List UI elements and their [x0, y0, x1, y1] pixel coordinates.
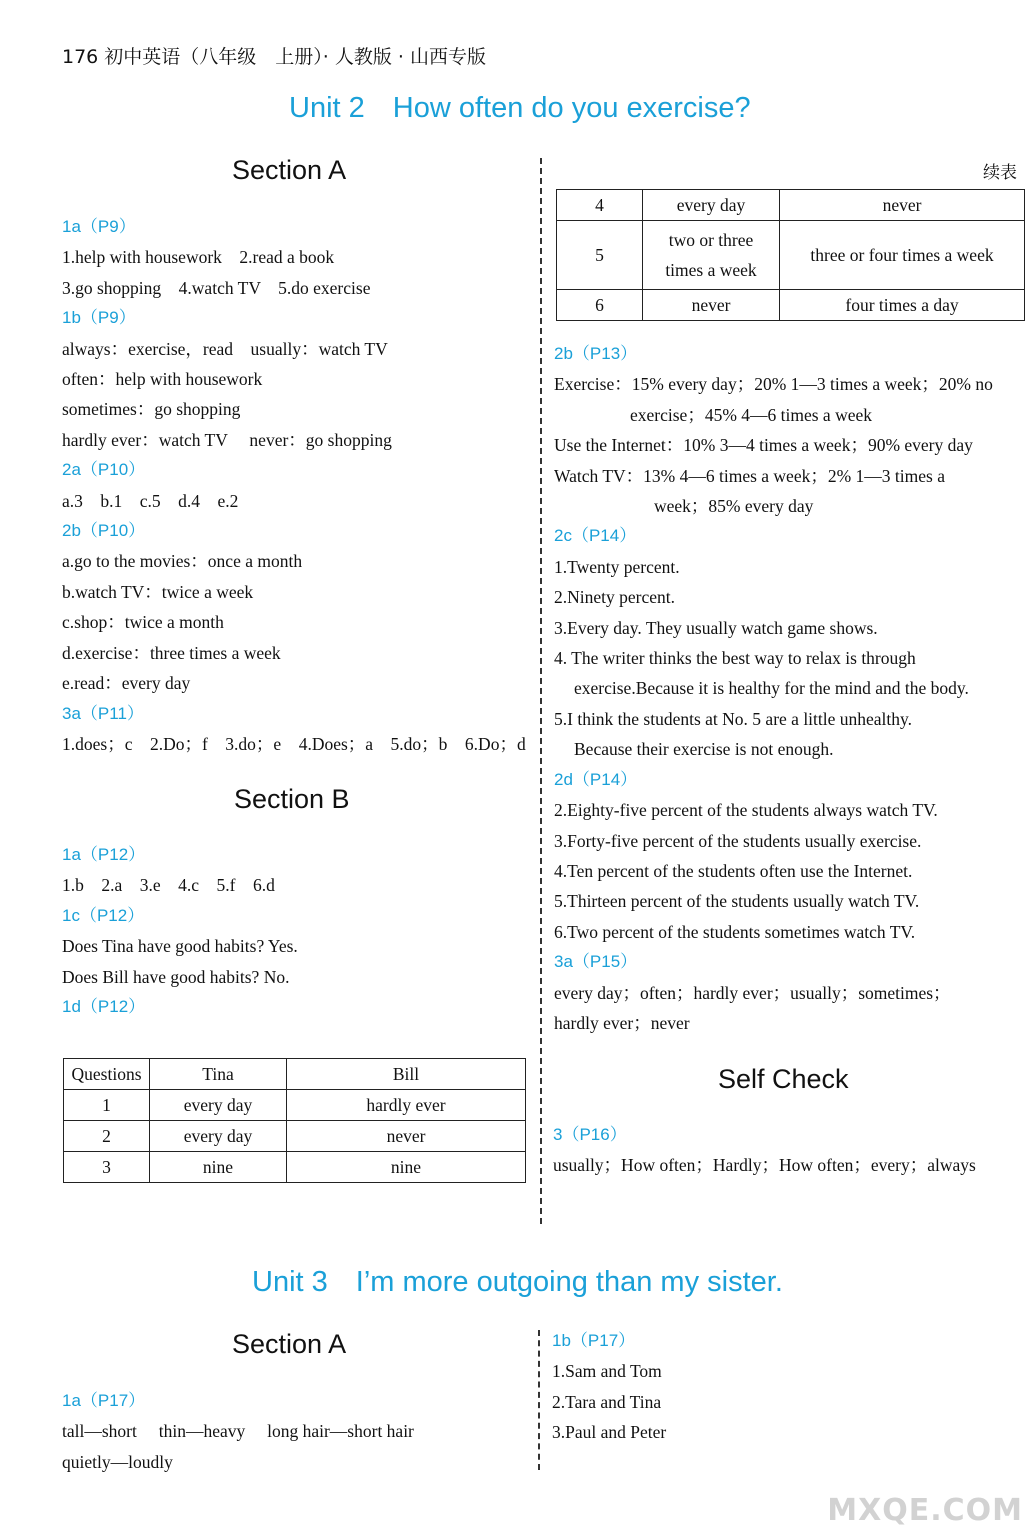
unit3-right-list: [552, 1326, 666, 1448]
answer-line: 3.Every day. They usually watch game shows.: [554, 617, 878, 638]
answer-line: hardly ever：watch TV never：go shopping: [62, 429, 392, 450]
unit2-title-text: How often do you exercise?: [392, 92, 751, 124]
exercise-label: 1b（P9）: [62, 308, 136, 328]
table-row: [64, 1090, 526, 1121]
answer-line: a.3 b.1 c.5 d.4 e.2: [62, 490, 239, 511]
unit2-number: Unit 2: [289, 92, 365, 124]
unit2-section-a-title: Section A: [232, 155, 347, 185]
answer-line: 1.does；c 2.Do；f 3.do；e 4.Does；a 5.do；b 6.Do；d: [62, 733, 526, 754]
table-cell: 1: [64, 1090, 150, 1121]
unit3-left-list: [62, 1386, 414, 1477]
unit3-title-text: I’m more outgoing than my sister.: [355, 1266, 783, 1298]
table-cell: 4: [557, 190, 643, 221]
answer-line: c.shop：twice a month: [62, 612, 224, 633]
answer-line: Use the Internet：10% 3—4 times a week；90% every day: [554, 435, 973, 456]
unit3-section-a-title: Section A: [232, 1329, 347, 1359]
unit2-right-list: [554, 339, 993, 1038]
answer-line: 4. The writer thinks the best way to relax is through: [554, 648, 916, 669]
answer-line: 5.Thirteen percent of the students usually watch TV.: [554, 891, 920, 912]
table-cell: 5: [557, 221, 643, 290]
table-row: [64, 1152, 526, 1183]
column-divider-unit3: [538, 1330, 540, 1470]
answer-line: Does Bill have good habits? No.: [62, 966, 290, 987]
answer-line: Watch TV：13% 4—6 times a week；2% 1—3 times a: [554, 465, 945, 486]
table-cell: every day: [643, 190, 780, 221]
answer-line: usually；How often；Hardly；How often；every；always: [553, 1155, 976, 1176]
answer-line: 2.Eighty-five percent of the students always watch TV.: [554, 800, 938, 821]
exercise-label: 2b（P10）: [62, 521, 146, 541]
exercise-label: 1b（P17）: [552, 1331, 636, 1350]
watermark: MXQE.COM: [827, 1493, 1023, 1528]
exercise-label: 1a（P17）: [62, 1391, 146, 1410]
answer-line: d.exercise：three times a week: [62, 642, 281, 663]
table-cell: two or three times a week: [643, 221, 780, 290]
table-cell: four times a day: [780, 290, 1025, 321]
page-header: 176 初中英语（八年级 上册）· 人教版 · 山西专版: [62, 46, 487, 68]
answer-line: exercise.Because it is healthy for the mind and the body.: [574, 678, 969, 699]
table-cell: every day: [150, 1090, 287, 1121]
answer-line: 2.Ninety percent.: [554, 587, 675, 608]
exercise-label: 1d（P12）: [62, 997, 146, 1017]
table-cell: 6: [557, 290, 643, 321]
table-cell: never: [643, 290, 780, 321]
answer-line: 2.Tara and Tina: [552, 1391, 662, 1412]
unit2-section-b-title: Section B: [234, 784, 350, 814]
answer-line: sometimes：go shopping: [62, 399, 241, 420]
table-cell: hardly ever: [287, 1090, 526, 1121]
table-cell: Tina: [150, 1059, 287, 1090]
answer-line: 4.Ten percent of the students often use the Internet.: [554, 860, 913, 881]
answer-line: often：help with housework: [62, 369, 263, 390]
answer-line: Because their exercise is not enough.: [574, 739, 834, 760]
answer-line: e.read：every day: [62, 673, 191, 694]
table-header-row: [64, 1059, 526, 1090]
table-cell: every day: [150, 1121, 287, 1152]
table-row: [557, 221, 1025, 290]
table-cell: never: [287, 1121, 526, 1152]
self-check-title: Self Check: [718, 1064, 849, 1094]
answer-line: 5.I think the students at No. 5 are a little unhealthy.: [554, 708, 913, 729]
answer-line: a.go to the movies：once a month: [62, 551, 303, 572]
answer-line: 3.Paul and Peter: [552, 1422, 667, 1443]
answer-line: hardly ever；never: [554, 1012, 690, 1033]
exercise-label: 1c（P12）: [62, 905, 145, 925]
exercise-label: 3a（P11）: [62, 703, 144, 723]
answer-line: exercise；45% 4—6 times a week: [630, 404, 873, 425]
unit2-title: [289, 92, 751, 125]
exercise-label: 2b（P13）: [554, 344, 638, 363]
table-row: [557, 290, 1025, 321]
table-row: [557, 190, 1025, 221]
table-cell: Questions: [64, 1059, 150, 1090]
exercise-label: 1a（P9）: [62, 217, 136, 236]
answer-line: 1.Sam and Tom: [552, 1361, 662, 1382]
unit3-number: Unit 3: [252, 1266, 328, 1298]
exercise-label: 3a（P15）: [554, 952, 638, 972]
unit3-title: [252, 1266, 783, 1299]
column-divider: [540, 158, 542, 1224]
table-row: [64, 1121, 526, 1152]
exercise-label: 2c（P14）: [554, 526, 637, 546]
table-cell: three or four times a week: [780, 221, 1025, 290]
answer-line: every day；often；hardly ever；usually；sometimes；: [554, 982, 951, 1003]
continued-label: 续表: [983, 163, 1017, 183]
self-check-list: [553, 1120, 976, 1181]
table-cell: 3: [64, 1152, 150, 1183]
exercise-label: 2a（P10）: [62, 460, 146, 480]
exercise-label: 1a（P12）: [62, 845, 146, 864]
answer-line: always：exercise，read usually：watch TV: [62, 338, 388, 359]
table-continued: [556, 189, 1025, 321]
exercise-label: 2d（P14）: [554, 769, 638, 789]
answer-line: 3.Forty-five percent of the students usually exercise.: [554, 830, 922, 851]
table-cell: 2: [64, 1121, 150, 1152]
answer-line: 3.go shopping 4.watch TV 5.do exercise: [62, 277, 371, 298]
answer-line: tall—short thin—heavy long hair—short hair: [62, 1421, 414, 1442]
table-1d-body: [64, 1059, 526, 1183]
table-continued-body: [557, 190, 1025, 321]
unit2-left-list: [62, 212, 526, 759]
answer-line: Exercise：15% every day；20% 1—3 times a week；20% no: [554, 374, 993, 395]
table-1d: [63, 1058, 526, 1183]
table-cell: nine: [150, 1152, 287, 1183]
answer-line: 6.Two percent of the students sometimes watch TV.: [554, 921, 916, 942]
answer-line: 1.Twenty percent.: [554, 556, 680, 577]
exercise-label: 3（P16）: [553, 1125, 627, 1144]
answer-line: b.watch TV：twice a week: [62, 581, 254, 602]
answer-line: 1.help with housework 2.read a book: [62, 247, 335, 268]
answer-line: week；85% every day: [654, 496, 814, 517]
answer-line: Does Tina have good habits? Yes.: [62, 936, 298, 957]
answer-line: 1.b 2.a 3.e 4.c 5.f 6.d: [62, 875, 275, 896]
unit2-left-b-list: [62, 840, 298, 1022]
table-cell: never: [780, 190, 1025, 221]
table-cell: nine: [287, 1152, 526, 1183]
table-cell: Bill: [287, 1059, 526, 1090]
answer-line: quietly—loudly: [62, 1451, 173, 1472]
